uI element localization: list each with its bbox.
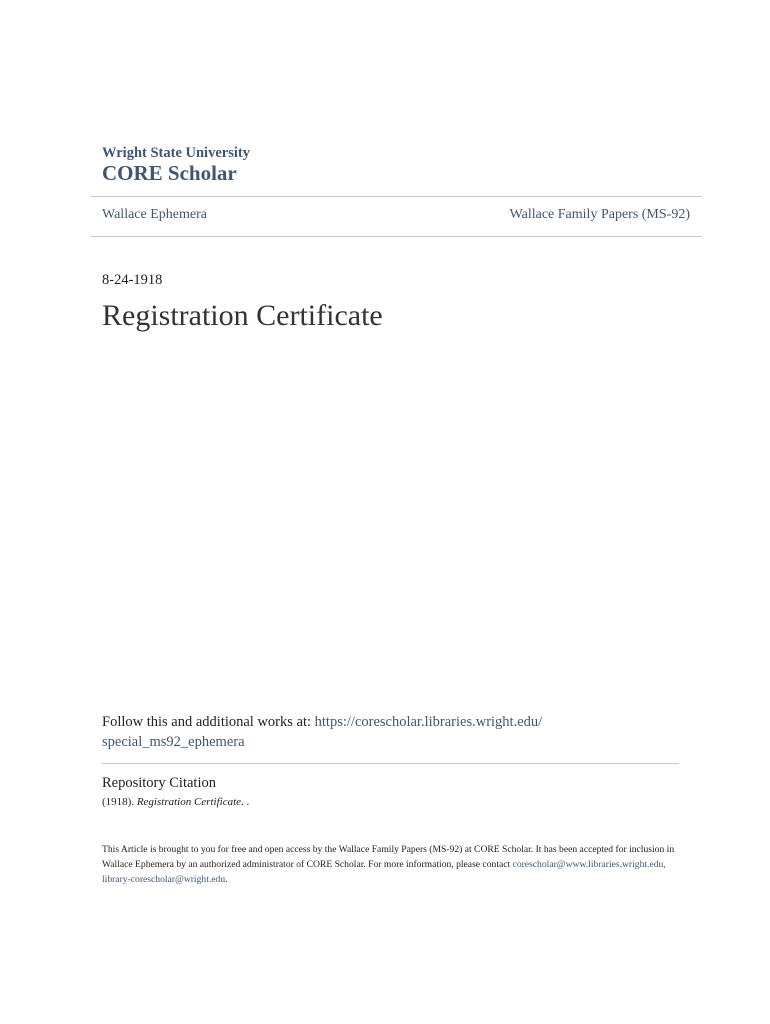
citation-text bbox=[102, 796, 249, 808]
header-divider bbox=[91, 236, 702, 237]
citation-suffix: . . bbox=[241, 796, 250, 808]
citation-divider bbox=[102, 763, 679, 764]
citation-year: (1918). bbox=[102, 796, 137, 808]
institution-name: Wright State University bbox=[102, 145, 250, 161]
contact-emails[interactable]: corescholar@www.libraries.wright.edu, library-corescholar@wright.edu bbox=[102, 859, 666, 885]
follow-url-line1[interactable]: https://corescholar.libraries.wright.edu/ bbox=[314, 714, 543, 730]
collection-link[interactable]: Wallace Ephemera bbox=[102, 207, 207, 222]
repository-name[interactable]: CORE Scholar bbox=[102, 161, 237, 185]
follow-url-line2[interactable]: special_ms92_ephemera bbox=[102, 734, 245, 750]
citation-heading: Repository Citation bbox=[102, 775, 216, 791]
top-divider bbox=[91, 196, 702, 197]
follow-works bbox=[102, 712, 702, 752]
citation-title: Registration Certificate bbox=[136, 796, 242, 808]
parent-collection-link[interactable]: Wallace Family Papers (MS-92) bbox=[509, 207, 690, 222]
follow-prefix: Follow this and additional works at: bbox=[102, 714, 315, 730]
document-date: 8-24-1918 bbox=[102, 272, 163, 288]
notice-end: . bbox=[225, 874, 228, 885]
document-title: Registration Certificate bbox=[102, 299, 383, 332]
notice-text: This Article is brought to you for free and open access by the Wallace Family Papers (MS-92) at CORE Scholar. It has been accepted for inclusion in Wallace Ephemera by an authorized administrator of CORE Scholar. For more information, please contact bbox=[102, 844, 675, 870]
access-notice bbox=[102, 842, 682, 887]
